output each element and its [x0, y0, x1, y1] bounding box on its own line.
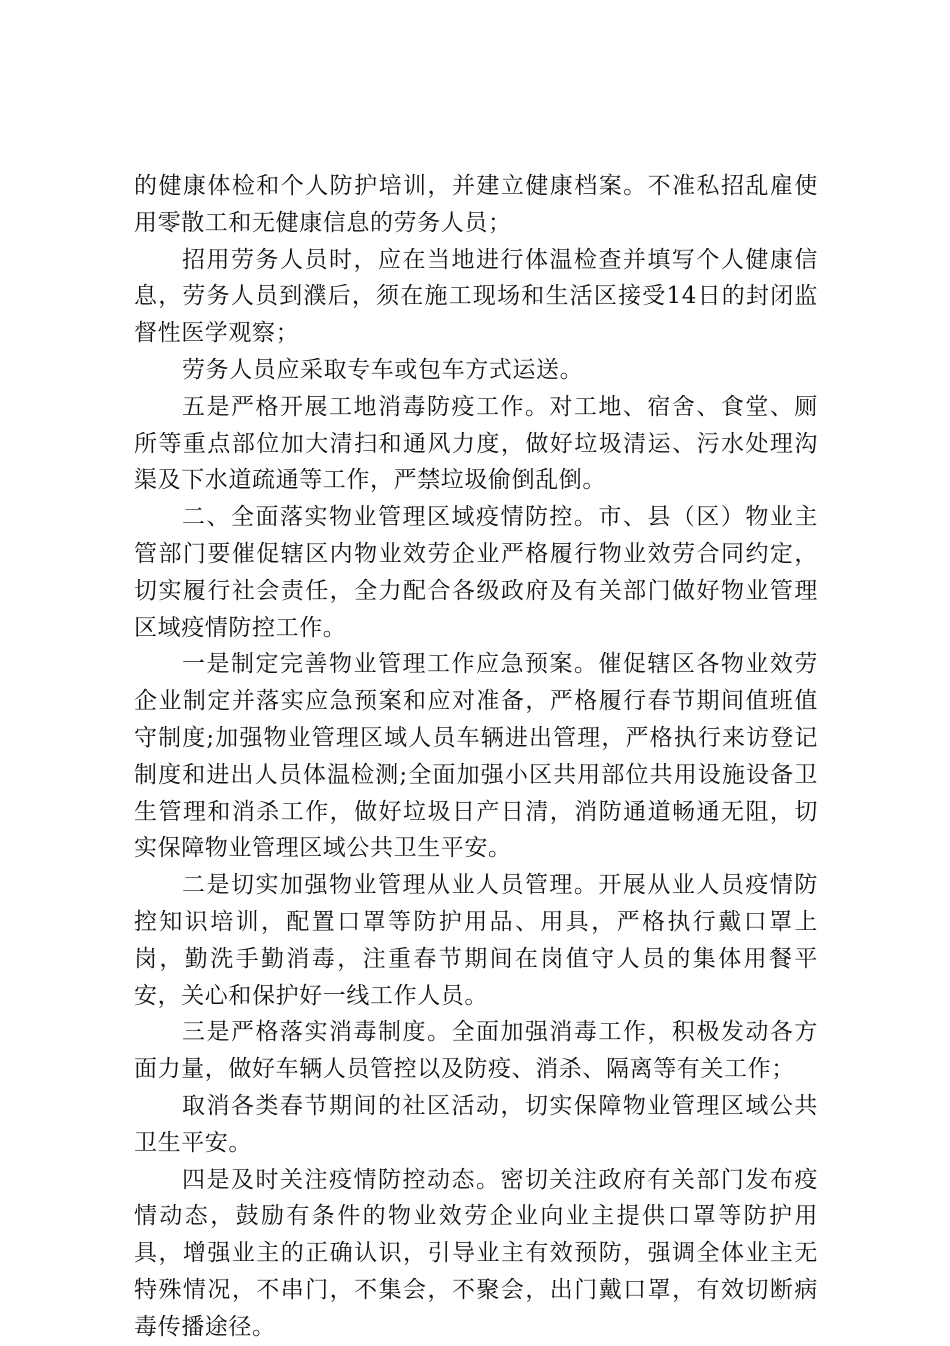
paragraph-8: 三是严格落实消毒制度。全面加强消毒工作，积极发动各方面力量，做好车辆人员管控以及防疫、消杀、隔离等有关工作；	[134, 1019, 818, 1083]
paragraph-6: 一是制定完善物业管理工作应急预案。催促辖区各物业效劳企业制定并落实应急预案和应对准备，严格履行春节期间值班值守制度;加强物业管理区域人员车辆进出管理，严格执行来访登记制度和进出人员体温检测;全面加强小区共用部位共用设施设备卫生管理和消杀工作，做好垃圾日产日清，消防通道畅通无阻，切实保障物业管理区域公共卫生平安。	[134, 651, 818, 862]
paragraph-5: 二、全面落实物业管理区域疫情防控。市、县（区）物业主管部门要催促辖区内物业效劳企业严格履行物业效劳合同约定，切实履行社会责任，全力配合各级政府及有关部门做好物业管理区域疫情防控工作。	[134, 504, 818, 641]
paragraph-9: 取消各类春节期间的社区活动，切实保障物业管理区域公共卫生平安。	[134, 1092, 818, 1156]
paragraph-7: 二是切实加强物业管理从业人员管理。开展从业人员疫情防控知识培训，配置口罩等防护用品、用具，严格执行戴口罩上岗，勤洗手勤消毒，注重春节期间在岗值守人员的集体用餐平安，关心和保护好一线工作人员。	[134, 872, 818, 1009]
paragraph-1: 的健康体检和个人防护培训，并建立健康档案。不准私招乱雇使用零散工和无健康信息的劳务人员；	[134, 173, 818, 236]
paragraph-4: 五是严格开展工地消毒防疫工作。对工地、宿舍、食堂、厕所等重点部位加大清扫和通风力度，做好垃圾清运、污水处理沟渠及下水道疏通等工作，严禁垃圾偷倒乱倒。	[134, 393, 818, 494]
document-body	[134, 168, 818, 1346]
paragraph-10: 四是及时关注疫情防控动态。密切关注政府有关部门发布疫情动态，鼓励有条件的物业效劳企业向业主提供口罩等防护用具，增强业主的正确认识，引导业主有效预防，强调全体业主无特殊情况，不串门，不集会，不聚会，出门戴口罩，有效切断病毒传播途径。	[134, 1166, 818, 1340]
paragraph-3: 劳务人员应采取专车或包车方式运送。	[182, 356, 584, 383]
paragraph-2: 招用劳务人员时，应在当地进行体温检查并填写个人健康信息，劳务人员到濮后，须在施工现场和生活区接受14日的封闭监督性医学观察；	[134, 246, 818, 347]
